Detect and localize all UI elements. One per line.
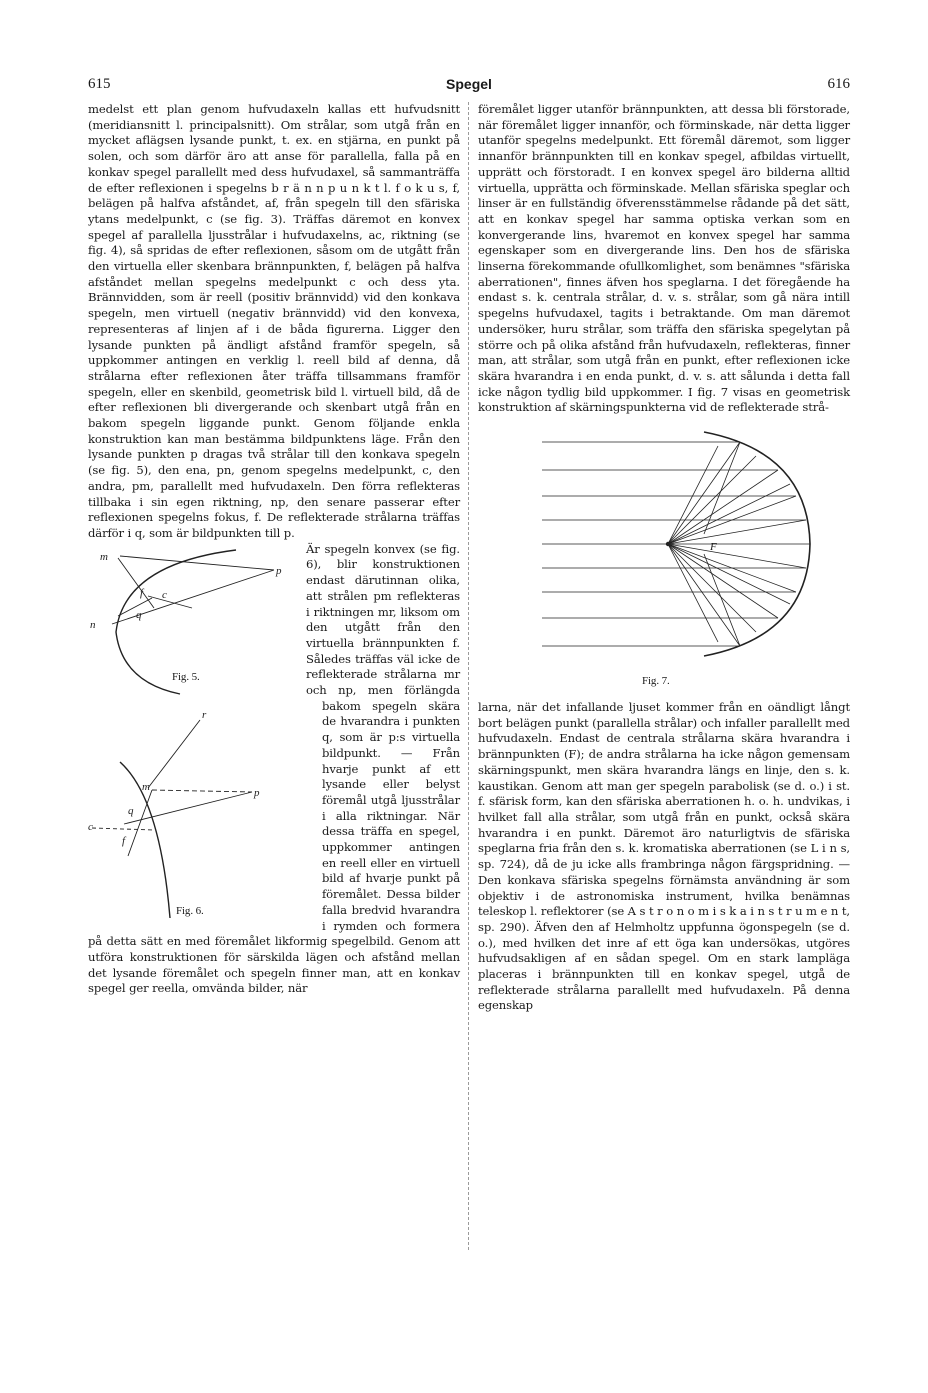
fig7-label-F: F [710, 541, 717, 554]
page-number-right: 616 [827, 76, 850, 92]
fig6-label-r: r [202, 708, 207, 721]
fig6-label-f: f [122, 834, 125, 847]
page-title: Spegel [446, 76, 492, 92]
figure-5-caption: Fig. 5. [172, 670, 200, 683]
fig5-label-n: n [90, 618, 96, 631]
fig6-label-p: p [254, 786, 260, 799]
figure-7-caption: Fig. 7. [642, 675, 670, 688]
left-paragraph-1b: Är spegeln konvex (se fig. 6), blir konstruktionen endast därutinnan olika, att strålen pm reflekteras i riktningen mr, liksom om den utgått från den virtuella brännpunkten f. Således träffas väl icke de reflekterade strålarna mr och np, men förlängda bakom spegeln skära de hvarandra i punkten q, som är p:s virtuella bildpunkt. — Från hvarje punkt af ett lysande eller belyst föremål utgå ljusstrålar i alla riktningar. När dessa träffa en spegel, uppkommer antingen en reell eller en virtuell bild af hvarje punkt på föremålet. Dessa bilder falla bredvid hvarandra i rymden och formera på detta sätt en med föremålet likformig spegelbild. Genom att utföra konstruktionen för särskilda lägen och afstånd mellan det lysande föremålet och spegeln finner man, att en konkav spegel ger reella, omvända bilder, när [88, 541, 460, 996]
page-number-left: 615 [88, 76, 111, 92]
right-paragraph-1: föremålet ligger utanför brännpunkten, att dessa bli förstorade, när föremålet ligger innanför, och förminskade, när detta ligger utanför spegelns medelpunkt. Ett föremål däremot, som ligger innanför brännpunkten till en konkav spegel, afbildas virtuellt, upprätt och förstoradt. I en konvex spegel äro bilderna alltid virtuella, upprätta och förminskade. Mellan sfäriska speglar och linser är en fullständig öfverensstämmelse rådande på det sätt, att en konkav spegel har samma optiska verkan som en konvergerande lins, hvaremot en konvex spegel har samma egenskaper som en divergerande lins. Den hos de sfäriska linserna förekommande ofullkomlighet, som benämnes "sfäriska aberrationen", finnes äfven hos speglarna. I det föregående ha endast s. k. centrala strålar, d. v. s. strålar, som gå nära intill spegelns hufvudaxel, tagits i betraktande. Om man däremot undersöker, huru strålar, som träffa den sfäriska spegelytan på större och på olika afstånd från hufvudaxeln, reflekteras, finner man, att strålar, som utgå från en punkt, efter reflexionen icke skära hvarandra i en enda punkt, d. v. s. att sålunda i detta fall icke någon tydlig bild uppkommer. I fig. 7 visas en geometrisk konstruktion af skärningspunkterna vid de reflekterade strå- [478, 102, 850, 415]
fig6-label-m: m [142, 780, 150, 793]
right-column [478, 102, 850, 1014]
fig5-label-f: f [140, 586, 143, 599]
right-paragraph-2: larna, när det infallande ljuset kommer från en oändligt långt bort belägen punkt (parallella strålar) och infaller parallellt med hufvudaxeln. Endast de centrala strålarna skära hvarandra i brännpunkten (F); de andra strålarna ha icke någon gemensam skärningspunkt, men skära hvarandra längs en linje, den s. k. kaustikan. Genom att man ger spegeln parabolisk (se d. o.) i st. f. sfärisk form, kan den sfäriska aberrationen h. o. h. undvikas, i hvilket fall alla strålar, som utgå från en punkt, också skära hvarandra i en punkt. Däremot äro naturligtvis de sfäriska speglarna fria från den s. k. kromatiska aberrationen (se L i n s, sp. 724), då de ju icke alls frambringa någon färgspridning. — Den konkava sfäriska spegelns förnämsta användning är som objektiv i de astronomiska instrument, hvilka benämnas teleskop l. reflektorer (se A s t r o n o m i s k a i n s t r u m e n t, sp. 290). Äfven den af Helmholtz uppfunna ögonspegeln (se d. o.), med hvilken det inre af ett öga kan undersökas, utgöres hufvudsakligen af en sådan spegel. Om en stark lampläga placeras i brännpunkten till en konkav spegel, utgå de reflekterade strålarna parallellt med hufvudaxeln. På denna egenskap [478, 700, 850, 1013]
figure-6-diagram [88, 706, 316, 932]
figure-5 [88, 542, 300, 702]
fig6-label-c: c [88, 820, 93, 833]
figure-7 [478, 422, 850, 696]
fig6-label-q: q [128, 804, 134, 817]
fig5-label-m: m [100, 550, 108, 563]
fig5-label-q: q [136, 608, 142, 621]
left-column [88, 102, 460, 997]
figure-6-caption: Fig. 6. [176, 904, 204, 917]
column-divider [468, 102, 469, 1250]
figure-7-diagram [478, 422, 850, 696]
page-header [88, 76, 850, 96]
left-paragraph-1a: medelst ett plan genom hufvudaxeln kallas ett hufvudsnitt (meridiansnitt l. principalsnitt). Om strålar, som utgå från en mycket aflägsen lysande punkt, t. ex. en stjärna, en punkt på solen, och som därför äro att anse för parallella, falla på en konkav spegel parallellt med dess hufvudaxel, så sammanträffa de efter reflexionen i spegelns b r ä n n p u n k t l. f o k u s, f, belägen på halfva afståndet, af, från spegeln till den sfäriska ytans medelpunkt, c (se fig. 3). Träffas däremot en konvex spegel af parallella ljusstrålar i hufvudaxelns, ac, riktning (se fig. 4), så spridas de efter reflexionen, såsom om de utgått från den virtuella eller skenbara brännpunkten, f, belägen på halfva afståndet mellan spegelns medelpunkt c och dess yta. Brännvidden, som är reell (positiv brännvidd) vid den konkava spegeln, men virtuell (negativ brännvidd) vid den konvexa, representeras af linjen af i de båda figurerna. Ligger den lysande punkten på ändligt afstånd framför spegeln, så uppkommer antingen en verklig l. reell bild af denna, då strålarna efter reflexionen åter träffa tillsammans framför spegeln, eller en skenbild, geometrisk bild l. virtuell bild, då de efter reflexionen bli divergerande och skenbart utgå från en bakom spegeln liggande punkt. Genom följande enkla konstruktion kan man bestämma bildpunktens läge. Från den lysande punkten p dragas två strålar till den konkava spegeln (se fig. 5), den ena, pn, genom spegelns medelpunkt, c, den andra, pm, parallellt med hufvudaxeln. Den förra reflekteras tillbaka i sin egen riktning, np, den senare passerar efter reflexionen spegelns fokus, f. De reflekterade strålarna träffas därför i q, som är bildpunkten till p. [88, 102, 460, 540]
figure-6 [88, 706, 316, 932]
fig5-label-c: c [162, 588, 167, 601]
fig5-label-p: p [276, 564, 282, 577]
